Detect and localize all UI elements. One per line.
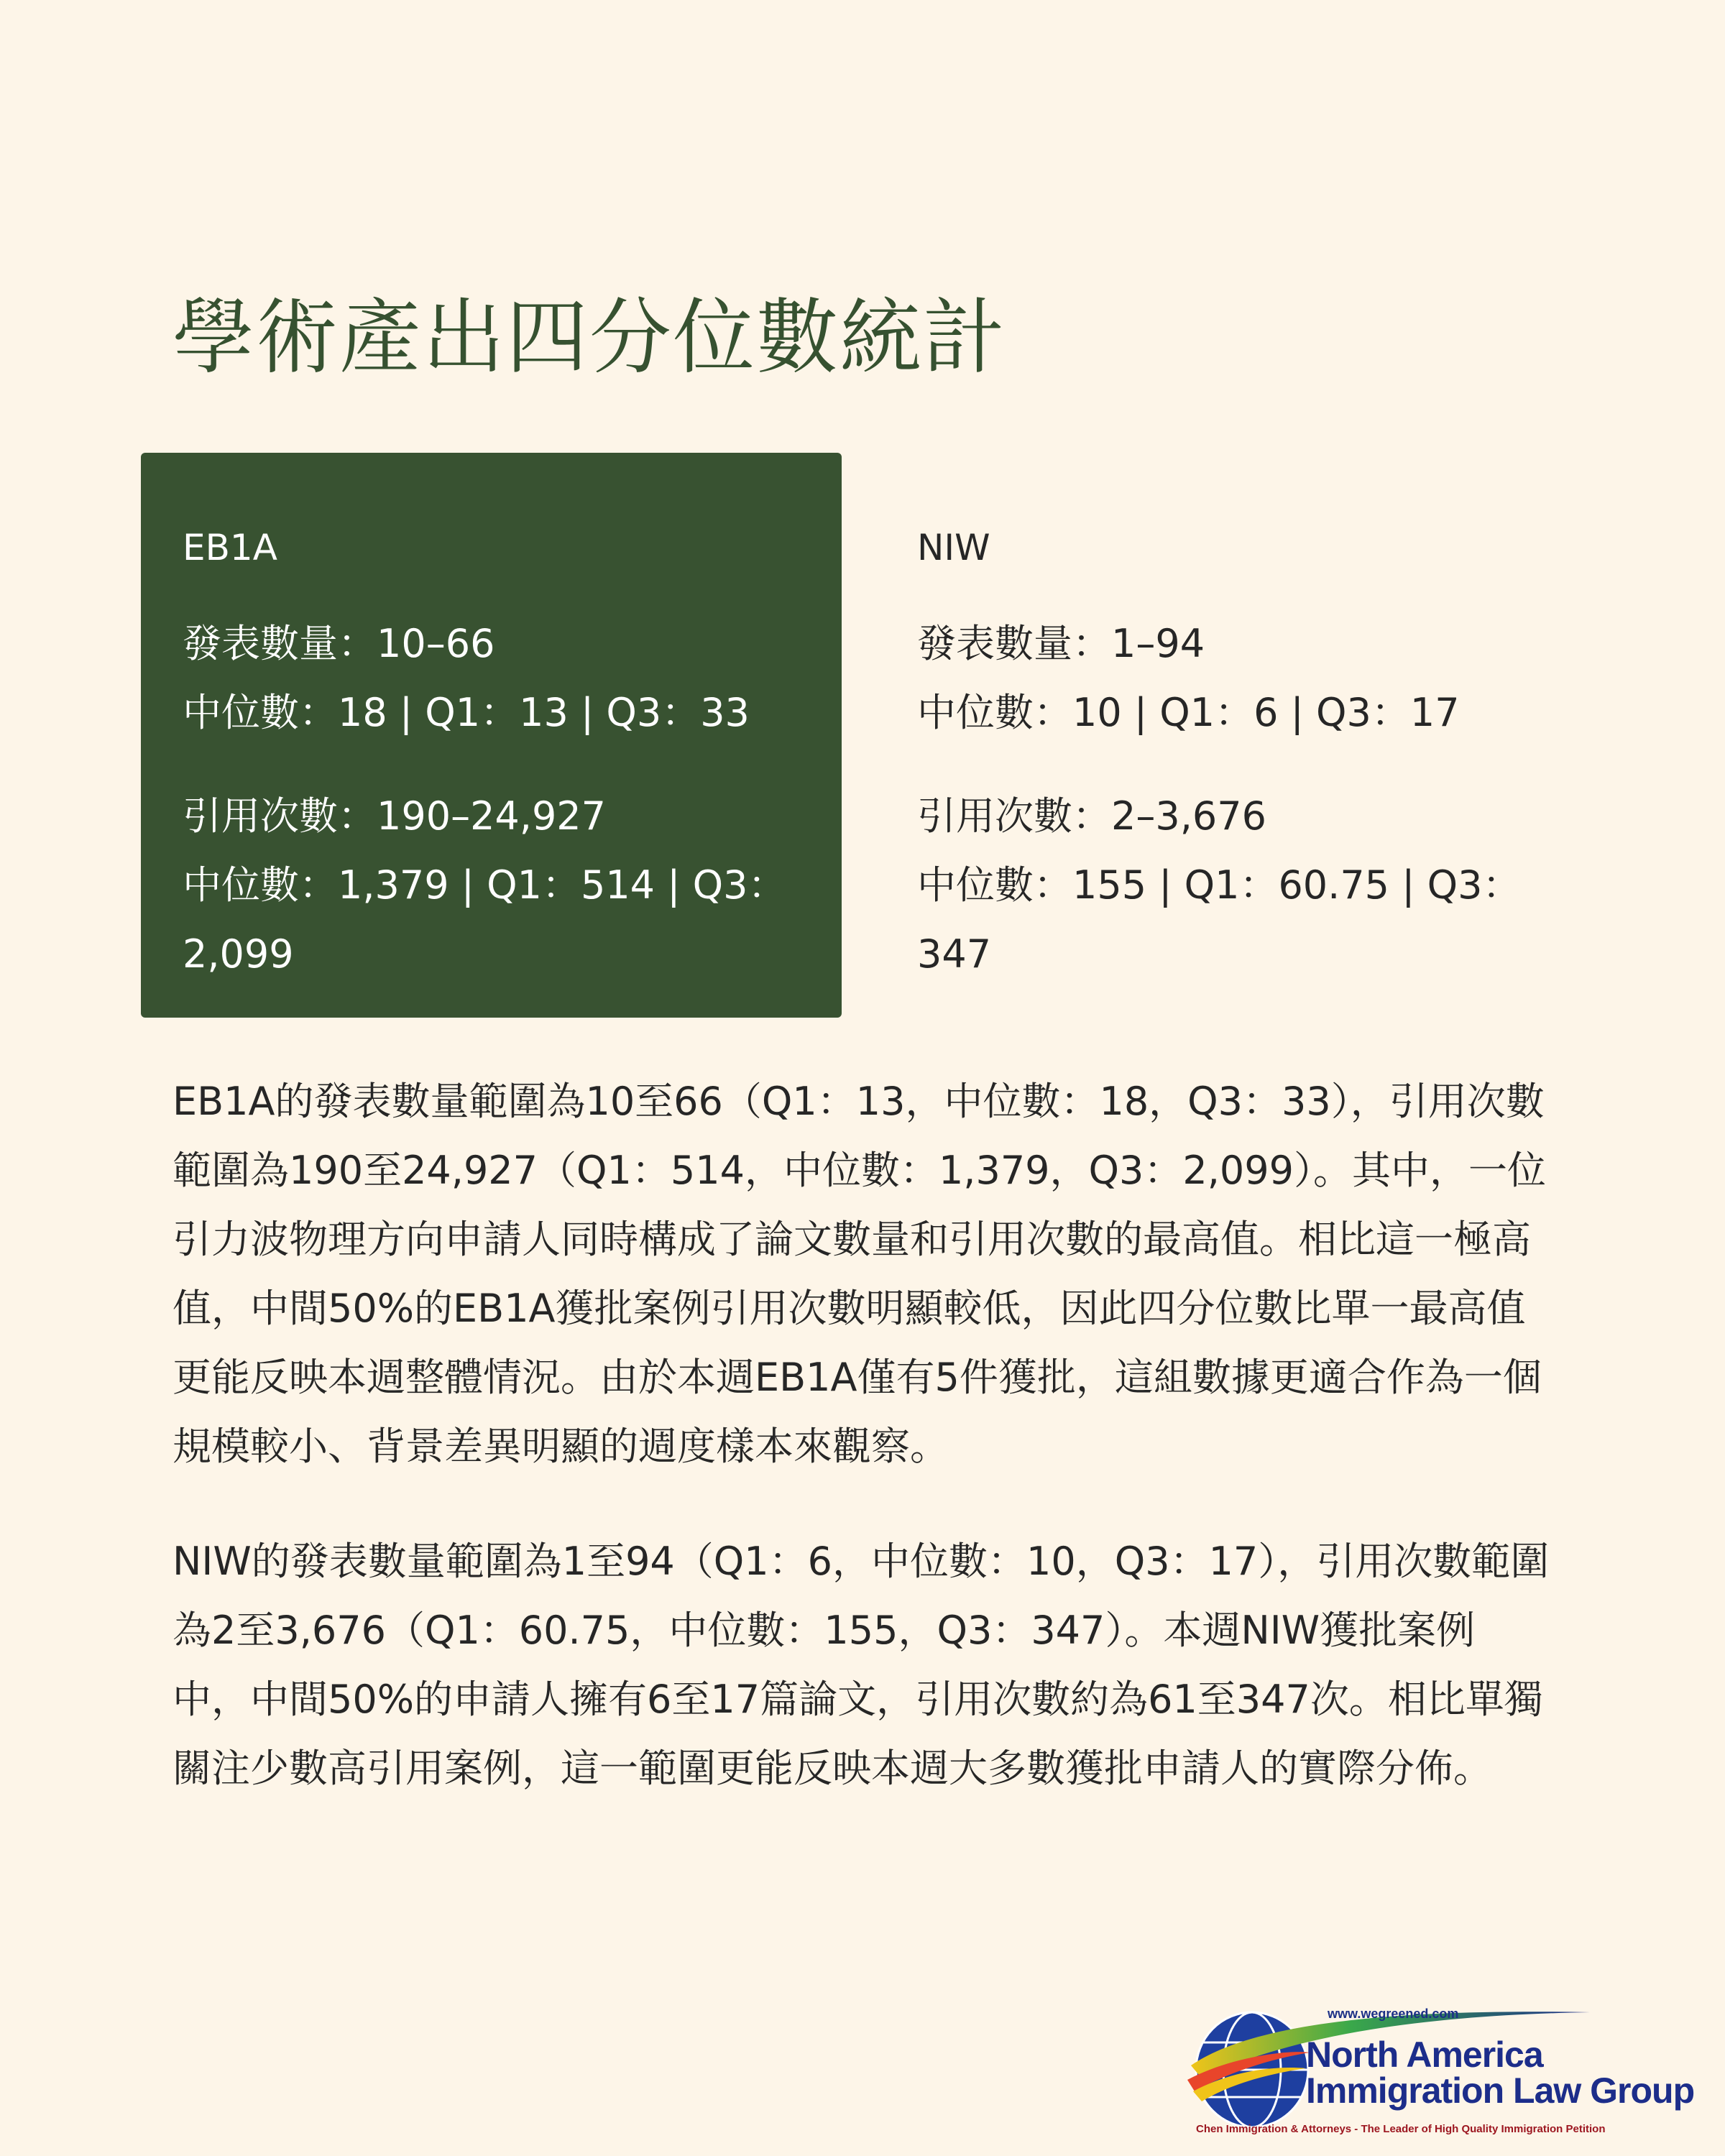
eb1a-citations-group: [183, 782, 800, 989]
eb1a-analysis-paragraph: EB1A的發表數量範圍為10至66（Q1：13，中位數：18，Q3：33），引用次數範圍為190至24,927（Q1：514，中位數：1,379，Q3：2,099）。其中，一位引力波物理方向申請人同時構成了論文數量和引用次數的最高值。相比這一極高值，中間50%的EB1A獲批案例引用次數明顯較低，因此四分位數比單一最高值更能反映本週整體情況。由於本週EB1A僅有5件獲批，這組數據更適合作為一個規模較小、背景差異明顯的週度樣本來觀察。: [172, 1079, 1546, 1469]
niw-analysis-paragraph: NIW的發表數量範圍為1至94（Q1：6，中位數：10，Q3：17），引用次數範圍為2至3,676（Q1：60.75，中位數：155，Q3：347）。本週NIW獲批案例中，中間50%的申請人擁有6至17篇論文，引用次數約為61至347次。相比單獨關注少數高引用案例，這一範圍更能反映本週大多數獲批申請人的實際分佈。: [172, 1539, 1550, 1791]
eb1a-citations-range: 引用次數：190–24,927: [183, 793, 607, 839]
eb1a-publications-group: [183, 609, 800, 747]
niw-citations-range: 引用次數：2–3,676: [917, 793, 1266, 839]
logo-name-line2: Immigration Law Group: [1306, 2070, 1695, 2111]
eb1a-citations-quartiles-cont: 2,099: [183, 931, 294, 977]
niw-card-heading: NIW: [917, 527, 990, 568]
niw-publications-range: 發表數量：1–94: [917, 621, 1205, 666]
logo-tagline: Chen Immigration & Attorneys - The Leader of High Quality Immigration Petition: [1196, 2123, 1606, 2135]
eb1a-publications-quartiles: 中位數：18 | Q1：13 | Q3：33: [183, 690, 750, 735]
eb1a-publications-range: 發表數量：10–66: [183, 621, 495, 666]
logo-name-line1: North America: [1306, 2035, 1543, 2075]
niw-citations-quartiles: 中位數：155 | Q1：60.75 | Q3：347: [917, 862, 1522, 977]
niw-publications-group: [917, 609, 1552, 747]
eb1a-card-heading: EB1A: [183, 527, 277, 568]
eb1a-citations-quartiles: 中位數：1,379 | Q1：514 | Q3：: [183, 862, 787, 908]
logo-url: www.wegreened.com: [1328, 2007, 1459, 2021]
niw-publications-quartiles: 中位數：10 | Q1：6 | Q3：17: [917, 690, 1460, 735]
eb1a-stat-card: [141, 453, 842, 1018]
niw-stat-card: [875, 453, 1594, 1018]
niw-citations-group: [917, 782, 1552, 989]
page-title: 學術產出四分位數統計: [172, 290, 1007, 385]
company-logo: [1187, 1999, 1719, 2143]
